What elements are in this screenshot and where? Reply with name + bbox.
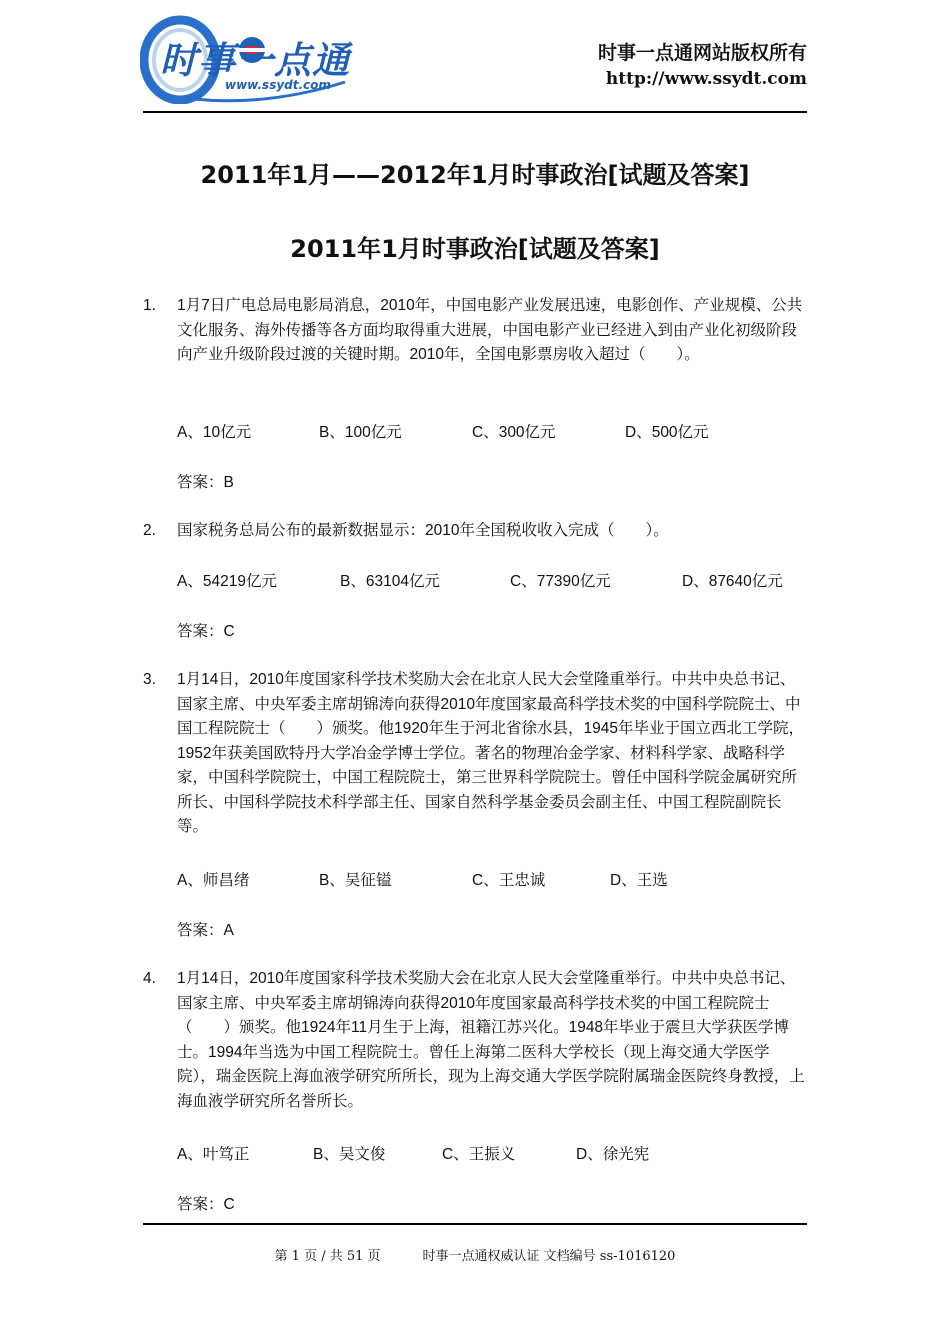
option-b: B、63104亿元 [340,573,440,590]
logo-url: www.ssydt.com [225,78,331,92]
option-b: B、100亿元 [319,424,402,441]
option-d: D、王选 [610,872,668,889]
option-a: A、叶笃正 [177,1146,250,1163]
option-d: D、500亿元 [625,424,709,441]
copyright-line: 时事一点通网站版权所有 [597,42,807,64]
question-text: 国家税务总局公布的最新数据显示：2010年全国税收收入完成（ ）。 [177,522,669,539]
question-text: 1月14日，2010年度国家科学技术奖励大会在北京人民大会堂隆重举行。中共中央总书记、国家主席、中央军委主席胡锦涛向获得2010年度国家最高科学技术奖的中国科学院院士、中国工程院院士（ ）颁奖。他1920年生于河北省徐水县，1945年毕业于国立西北工学院，1952年获美国欧特丹大学冶金学博士学位。著名的物理冶金学家、材料科学家、战略科学家，中国科学院院士，中国工程院院士，第三世界科学院院士。曾任中国科学院金属研究所所长、中国科学院技术科学部主任、国家自然科学基金委员会副主任、中国工程院副院长等。 [177,671,804,835]
option-a: A、师昌绪 [177,872,250,889]
option-a: A、54219亿元 [177,573,277,590]
footer-divider [143,1223,807,1225]
question-number: 3. [143,671,156,688]
page-number: 第 1 页 / 共 51 页 [274,1249,381,1264]
page-title: 2011年1月——2012年1月时事政治[试题及答案] [200,161,750,189]
question-4 [143,967,807,1114]
option-d: D、87640亿元 [682,573,783,590]
question-3-options [177,868,668,890]
question-4-answer: 答案：C [177,1196,235,1213]
question-1-answer: 答案：B [177,474,234,491]
site-logo [140,12,365,104]
question-number: 1. [143,297,156,314]
document-id: 时事一点通权威认证 文档编号 ss-1016120 [422,1249,676,1264]
question-3-answer: 答案：A [177,922,234,939]
option-b: B、吴征镒 [319,872,392,889]
question-number: 2. [143,522,156,539]
question-text: 1月14日，2010年度国家科学技术奖励大会在北京人民大会堂隆重举行。中共中央总书记、国家主席、中央军委主席胡锦涛向获得2010年度国家最高科学技术奖的中国工程院院士（ ）颁奖。他1924年11月生于上海，祖籍江苏兴化。1948年毕业于震旦大学获医学博士。1994年当选为中国工程院院士。曾任上海第二医科大学校长（现上海交通大学医学院），瑞金医院上海血液学研究所所长，现为上海交通大学医学院附属瑞金医院终身教授，上海血液学研究所名誉所长。 [177,970,805,1110]
question-1-options [177,420,709,442]
question-2-options [177,569,783,591]
brand-block [598,40,807,92]
question-3 [143,668,807,840]
option-d: D、徐光宪 [576,1146,650,1163]
site-link[interactable]: http://www.ssydt.com [605,69,807,89]
question-text: 1月7日广电总局电影局消息，2010年，中国电影产业发展迅速，电影创作、产业规模、公共文化服务、海外传播等各方面均取得重大进展，中国电影产业已经进入到由产业化初级阶段向产业升级阶段过渡的关键时期。2010年，全国电影票房收入超过（ ）。 [177,297,803,363]
question-2-answer: 答案：C [177,623,235,640]
option-a: A、10亿元 [177,424,252,441]
logo-text: 时事一点通 [160,39,350,82]
option-c: C、300亿元 [472,424,556,441]
question-2 [143,519,807,544]
option-c: C、王振义 [442,1146,516,1163]
question-number: 4. [143,970,156,987]
header-divider [143,111,807,113]
question-1 [143,294,807,368]
section-title: 2011年1月时事政治[试题及答案] [290,235,660,263]
page-footer [0,1245,950,1264]
option-b: B、吴文俊 [313,1146,386,1163]
question-4-options [177,1142,649,1164]
option-c: C、77390亿元 [510,573,611,590]
option-c: C、王忠诚 [472,872,546,889]
